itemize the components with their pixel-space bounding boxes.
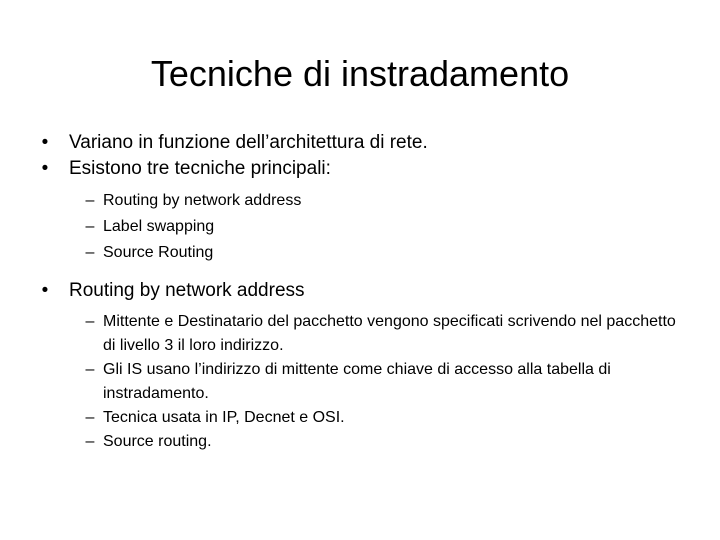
sub-bullet-item <box>85 430 688 454</box>
dash-icon: – <box>85 361 95 378</box>
slide-title: Tecniche di instradamento <box>150 53 570 94</box>
bullet-text: Esistono tre tecniche principali: <box>69 158 331 179</box>
sub-bullet-item <box>85 240 688 266</box>
slide-content <box>0 130 720 454</box>
sub-bullet-text: Gli IS usano l’indirizzo di mittente come chiave di accesso alla tabella di instradamento. <box>103 361 611 402</box>
sub-bullet-item <box>85 214 688 240</box>
sub-bullet-item <box>85 188 688 214</box>
sub-bullet-text: Routing by network address <box>103 192 302 209</box>
sub-bullet-text: Source routing. <box>103 433 212 450</box>
bullet-item <box>41 156 689 182</box>
bullet-item <box>41 130 689 156</box>
sub-bullet-item <box>85 406 688 430</box>
sub-bullet-item <box>85 310 688 358</box>
bullet-text: Routing by network address <box>69 280 305 301</box>
bullet-item <box>41 278 689 304</box>
bullet-icon: • <box>41 158 49 179</box>
dash-icon: – <box>85 313 95 330</box>
dash-icon: – <box>85 218 95 235</box>
sub-bullet-item <box>85 358 688 406</box>
sub-bullet-text: Mittente e Destinatario del pacchetto vengono specificati scrivendo nel pacchetto di livello 3 il loro indirizzo. <box>103 313 676 354</box>
dash-icon: – <box>85 244 95 261</box>
dash-icon: – <box>85 409 95 426</box>
dash-icon: – <box>85 433 95 450</box>
sub-bullet-text: Source Routing <box>103 244 214 261</box>
bullet-icon: • <box>41 280 49 301</box>
bullet-text: Variano in funzione dell’architettura di rete. <box>69 132 428 153</box>
bullet-icon: • <box>41 132 49 153</box>
sub-bullet-text: Label swapping <box>103 218 215 235</box>
dash-icon: – <box>85 192 95 209</box>
sub-bullet-text: Tecnica usata in IP, Decnet e OSI. <box>103 409 345 426</box>
